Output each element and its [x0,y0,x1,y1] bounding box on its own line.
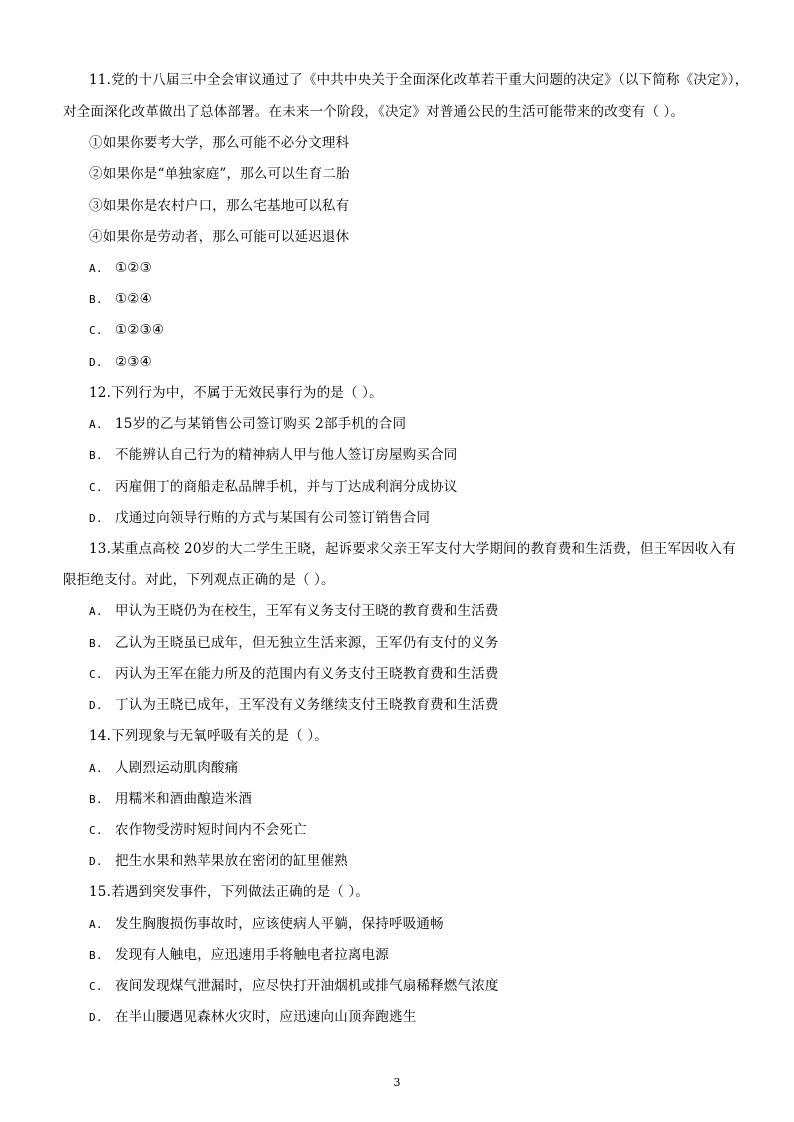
option-text: 用糯米和酒曲酿造米酒 [115,791,252,807]
question-11-stem-line-2: 对全面深化改革做出了总体部署。在未来一个阶段，《决定》对普通公民的生活可能带来的改变有（ ）。 [63,104,685,120]
question-14-option-a [89,758,238,779]
question-12-option-c [89,477,458,498]
option-label: A. [89,762,103,775]
question-11-option-a [89,258,152,279]
option-label: A. [89,418,103,431]
option-text: ②③④ [115,354,152,370]
question-11-option-d [89,352,152,373]
option-text: 丁认为王晓已成年，王军没有义务继续支付王晓教育费和生活费 [115,697,499,713]
option-text: ①②④ [115,291,152,307]
question-11-option-c [89,320,164,341]
option-label: D. [89,855,103,868]
option-text: 不能辨认自己行为的精神病人甲与他人签订房屋购买合同 [115,447,458,463]
option-label: C. [89,481,103,494]
question-11-item-4: ④如果你是劳动者，那么可能可以延迟退休 [89,229,350,245]
option-text: 15岁的乙与某销售公司签订购买 2部手机的合同 [115,416,407,432]
question-14-option-d [89,851,348,872]
option-text: 发现有人触电，应迅速用手将触电者拉离电源 [115,947,389,963]
option-label: D. [89,699,103,712]
question-12-option-a [89,414,406,435]
question-13-option-b [89,633,499,654]
question-13-stem-line-2: 限拒绝支付。对此，下列观点正确的是（ ）。 [63,572,335,588]
question-11-stem-line-1: 11.党的十八届三中全会审议通过了《中共中央关于全面深化改革若干重大问题的决定》（以下简称《决定》）， [89,72,749,88]
page-number: 3 [393,1076,401,1089]
question-12-option-d [89,508,430,529]
option-text: 人剧烈运动肌肉酸痛 [115,760,239,776]
option-text: ①②③④ [115,322,165,338]
option-text: 戊通过向领导行贿的方式与某国有公司签订销售合同 [115,510,431,526]
option-label: A. [89,605,103,618]
option-text: 农作物受涝时短时间内不会死亡 [115,822,307,838]
option-label: B. [89,449,103,462]
question-12-stem: 12.下列行为中，不属于无效民事行为的是（ ）。 [89,385,383,401]
question-15-option-c [89,976,499,997]
question-11-option-b [89,289,152,310]
question-13-option-d [89,695,499,716]
option-text: 甲认为王晓仍为在校生，王军有义务支付王晓的教育费和生活费 [115,603,499,619]
option-text: 发生胸腹损伤事故时，应该使病人平躺，保持呼吸通畅 [115,916,444,932]
option-label: D. [89,512,103,525]
question-14-option-b [89,789,252,810]
option-text: ①②③ [115,260,152,276]
question-11-item-3: ③如果你是农村户口，那么宅基地可以私有 [89,198,350,214]
question-13-option-a [89,601,499,622]
question-15-option-d [89,1007,416,1028]
question-15-option-a [89,914,444,935]
option-text: 在半山腰遇见森林火灾时，应迅速向山顶奔跑逃生 [115,1009,417,1025]
question-14-stem: 14.下列现象与无氧呼吸有关的是（ ）。 [89,728,329,744]
question-11-item-1: ①如果你要考大学，那么可能不必分文理科 [89,135,350,151]
option-label: C. [89,668,103,681]
option-label: B. [89,793,103,806]
question-15-stem: 15.若遇到突发事件，下列做法正确的是（ ）。 [89,884,370,900]
option-label: C. [89,824,103,837]
option-label: A. [89,262,103,275]
question-15-option-b [89,945,389,966]
option-text: 乙认为王晓虽已成年，但无独立生活来源，王军仍有支付的义务 [115,635,499,651]
question-14-option-c [89,820,307,841]
option-text: 丙雇佣丁的商船走私品牌手机，并与丁达成利润分成协议 [115,479,458,495]
option-label: C. [89,980,103,993]
option-text: 夜间发现煤气泄漏时，应尽快打开油烟机或排气扇稀释燃气浓度 [115,978,499,994]
question-13-stem-line-1: 13.某重点高校 20岁的大二学生王晓，起诉要求父亲王军支付大学期间的教育费和生活费，但王军因收入有 [89,541,736,557]
question-11-item-2: ②如果你是“单独家庭”，那么可以生育二胎 [89,166,350,182]
option-text: 把生水果和熟苹果放在密闭的缸里催熟 [115,853,348,869]
option-label: A. [89,918,103,931]
option-label: C. [89,324,103,337]
option-label: D. [89,356,103,369]
question-12-option-b [89,445,458,466]
option-label: B. [89,637,103,650]
option-label: D. [89,1011,103,1024]
option-label: B. [89,293,103,306]
option-label: B. [89,949,103,962]
question-13-option-c [89,664,499,685]
option-text: 丙认为王军在能力所及的范围内有义务支付王晓教育费和生活费 [115,666,499,682]
